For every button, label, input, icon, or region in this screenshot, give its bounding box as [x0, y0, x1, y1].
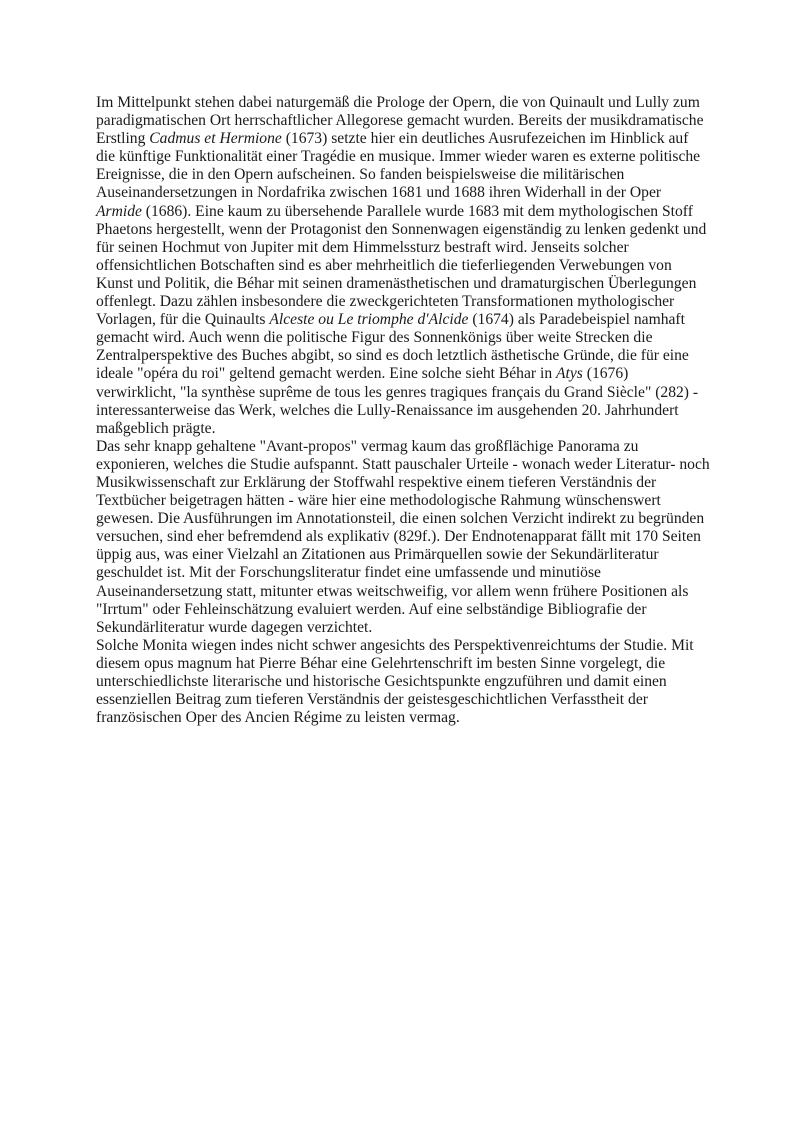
- paragraph-1: [96, 94, 710, 438]
- paragraph-2-text: Das sehr knapp gehaltene "Avant-propos" vermag kaum das großflächige Panorama zu exponieren, welches die Studie aufspannt. Statt pauschaler Urteile - wonach weder Literatur- noch Musikwissenschaft zur Erklärung der Stoffwahl respektive einem tieferen Verständnis der Textbücher beigetragen hätten - wäre hier eine methodologische Rahmung wünschenswert gewesen. Die Ausführungen im Annotationsteil, die einen solchen Verzicht indirekt zu begründen versuchen, sind eher befremdend als explikativ (829f.). Der Endnotenapparat fällt mit 170 Seiten üppig aus, was einer Vielzahl an Zitationen aus Primärquellen sowie der Sekundärliteratur geschuldet ist. Mit der Forschungsliteratur findet eine umfassende und minutiöse Auseinandersetzung statt, mitunter etwas weitschweifig, vor allem wenn frühere Positionen als "Irrtum" oder Fehleinschätzung evaluiert werden. Auf eine selbständige Bibliografie der Sekundärliteratur wurde dagegen verzichtet.: [96, 437, 710, 636]
- paragraph-2: [96, 438, 710, 637]
- work-title-cadmus-et-hermione: Cadmus et Hermione: [149, 130, 282, 148]
- work-title-armide: Armide: [96, 202, 142, 220]
- paragraph-1-text-5: (1676) verwirklicht, "la synthèse suprême de tous les genres tragiques français du Grand Siècle" (282) - interessanterweise das Werk, welches die Lully-Renaissance im ausgehenden 20. Jahrhundert maßgeblich prägte.: [96, 365, 699, 437]
- paragraph-1-text-4: (1674) als Paradebeispiel namhaft gemacht wird. Auch wenn die politische Figur des Sonnenkönigs über weite Strecken die Zentralperspektive des Buches abgibt, so sind es doch letztlich ästhetische Gründe, die für eine ideale "opéra du roi" geltend gemacht werden. Eine solche sieht Béhar in: [96, 311, 689, 383]
- paragraph-1-text-3: (1686). Eine kaum zu übersehende Parallele wurde 1683 mit dem mythologischen Stoff Phaetons hergestellt, wenn der Protagonist den Sonnenwagen eigenständig zu lenken gedenkt und für seinen Hochmut von Jupiter mit dem Himmelssturz bestraft wird. Jenseits solcher offensichtlichen Botschaften sind es aber mehrheitlich die tieferliegenden Verwebungen von Kunst und Politik, die Béhar mit seinen dramenästhetischen und dramaturgischen Überlegungen offenlegt. Dazu zählen insbesondere die zweckgerichteten Transformationen mythologischer Vorlagen, für die Quinaults: [96, 202, 707, 329]
- paragraph-3-text: Solche Monita wiegen indes nicht schwer angesichts des Perspektivenreichtums der Studie. Mit diesem opus magnum hat Pierre Béhar eine Gelehrtenschrift im besten Sinne vorgelegt, die unterschiedlichste literarische und historische Gesichtspunkte engzuführen und damit einen essenziellen Beitrag zum tieferen Verständnis der geistesgeschichtlichen Verfasstheit der französischen Oper des Ancien Régime zu leisten vermag.: [96, 636, 694, 727]
- paragraph-1-text-1: Im Mittelpunkt stehen dabei naturgemäß die Prologe der Opern, die von Quinault und Lully zum paradigmatischen Ort herrschaftlicher Allegorese gemacht wurden. Bereits der musikdramatische Erstling: [96, 94, 704, 148]
- body-text: [96, 94, 710, 727]
- paragraph-3: [96, 637, 710, 727]
- work-title-atys: Atys: [556, 365, 583, 383]
- paragraph-1-text-2: (1673) setzte hier ein deutliches Ausrufezeichen im Hinblick auf die künftige Funktionalität einer Tragédie en musique. Immer wieder waren es externe politische Ereignisse, die in den Opern aufscheinen. So fanden beispielsweise die militärischen Auseinandersetzungen in Nordafrika zwischen 1681 und 1688 ihren Widerhall in der Oper: [96, 130, 701, 202]
- work-title-alceste: Alceste ou Le triomphe d'Alcide: [269, 311, 469, 329]
